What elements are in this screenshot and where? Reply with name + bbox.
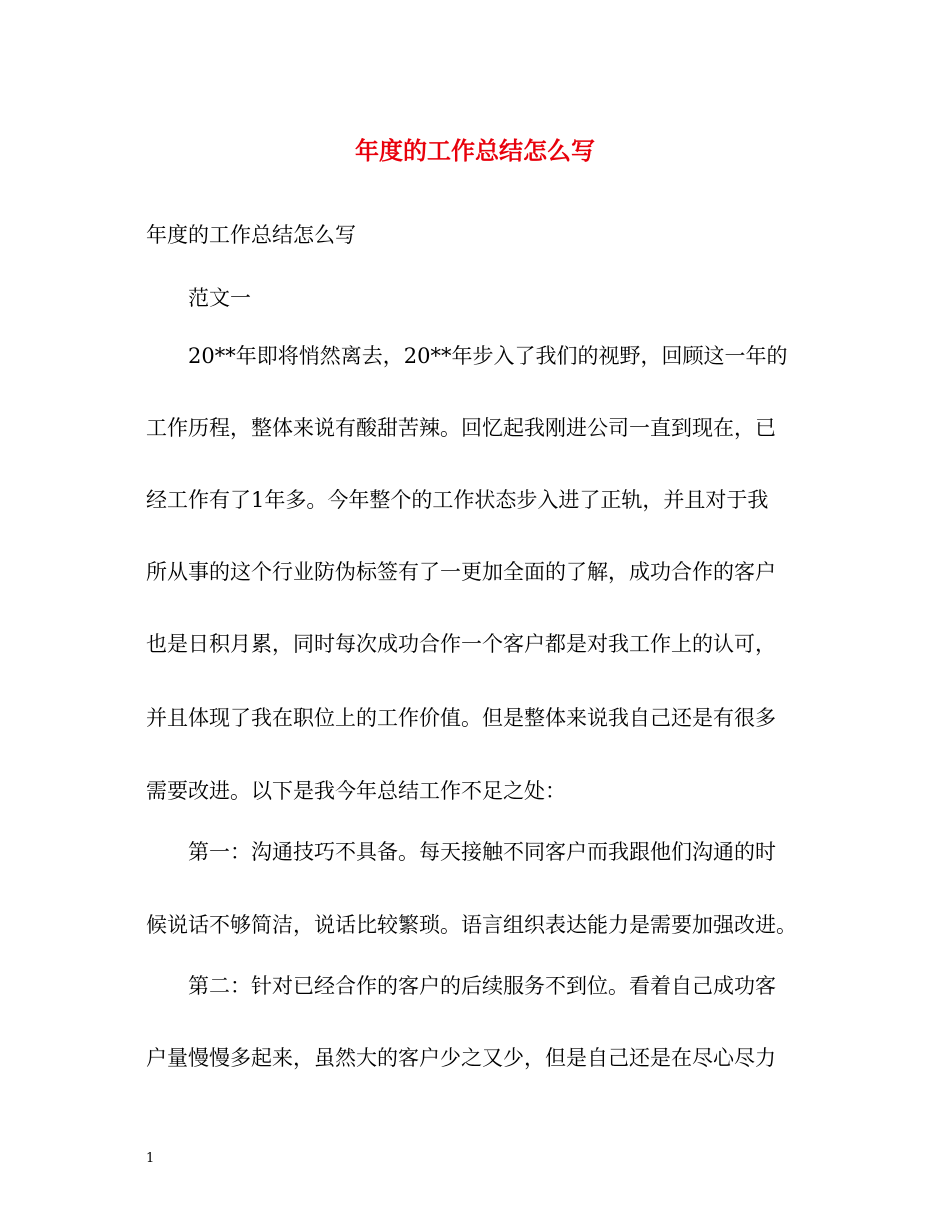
paragraph-line: 第一：沟通技巧不具备。每天接触不同客户而我跟他们沟通的时	[188, 840, 776, 864]
subtitle-line: 年度的工作总结怎么写	[146, 223, 356, 247]
paragraph-line: 也是日积月累，同时每次成功合作一个客户都是对我工作上的认可，	[146, 632, 776, 656]
paragraph-line: 需要改进。以下是我今年总结工作不足之处：	[146, 779, 566, 803]
paragraph-line: 经工作有了1年多。今年整个的工作状态步入进了正轨，并且对于我	[146, 488, 769, 512]
document-title: 年度的工作总结怎么写	[355, 136, 595, 165]
section-heading: 范文一	[188, 286, 251, 310]
paragraph-line: 户量慢慢多起来，虽然大的客户少之又少，但是自己还是在尽心尽力	[146, 1046, 776, 1070]
paragraph-line: 20**年即将悄然离去，20**年步入了我们的视野，回顾这一年的	[188, 344, 788, 368]
paragraph-line: 第二：针对已经合作的客户的后续服务不到位。看着自己成功客	[188, 974, 776, 998]
paragraph-line: 候说话不够简洁，说话比较繁琐。语言组织表达能力是需要加强改进。	[146, 913, 797, 937]
paragraph-line: 并且体现了我在职位上的工作价值。但是整体来说我自己还是有很多	[146, 706, 776, 730]
paragraph-line: 工作历程，整体来说有酸甜苦辣。回忆起我刚进公司一直到现在，已	[146, 416, 776, 440]
page-number: 1	[146, 1151, 155, 1166]
paragraph-line: 所从事的这个行业防伪标签有了一更加全面的了解，成功合作的客户	[146, 560, 776, 584]
